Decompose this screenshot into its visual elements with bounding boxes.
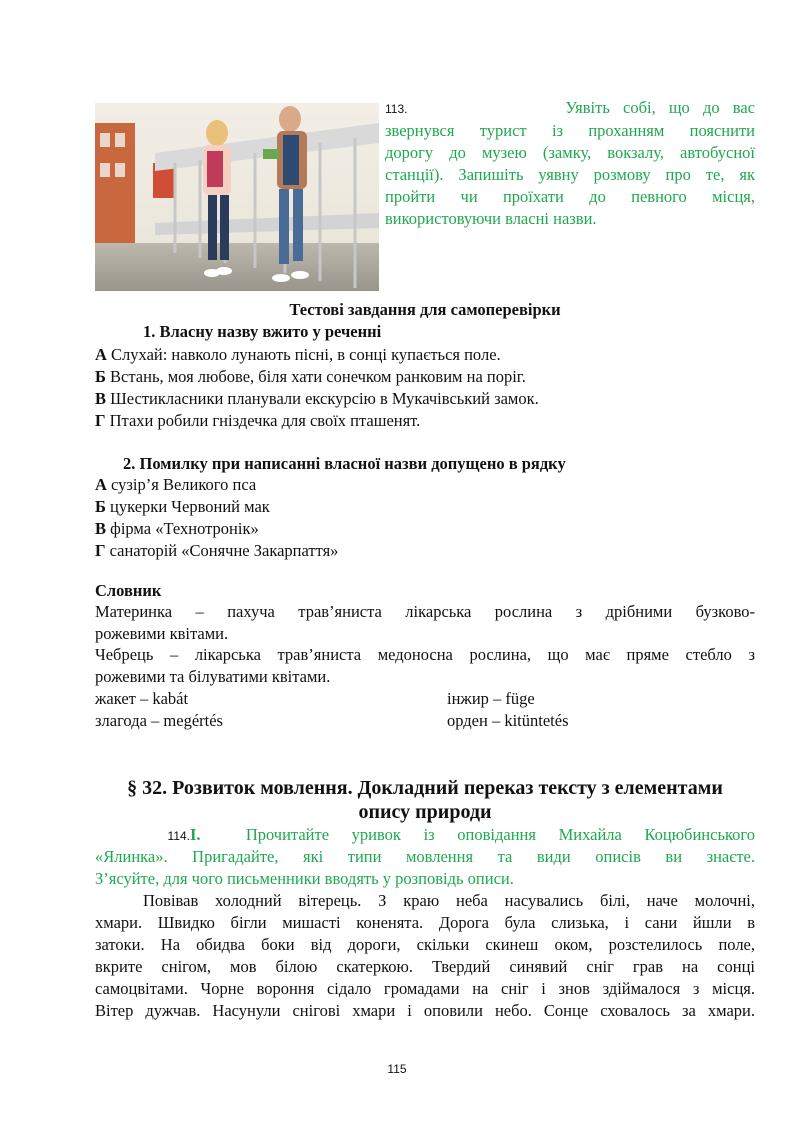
question-1-title: 1. Власну назву вжито у реченні (143, 322, 382, 341)
tests-title: Тестові завдання для самоперевірки (289, 300, 561, 319)
question-1-option-c: В Шестикласники планували екскурсію в Мукачівський замок. (95, 389, 539, 408)
task-113-text: дорогу до музею (замку, вокзалу, автобусної (385, 143, 755, 162)
task-114-number: 114. (167, 829, 190, 843)
glossary-pair-left: злагода – megértés (95, 711, 223, 730)
task-114-text: «Ялинка». Пригадайте, які типи мовлення та види описів ви знаєте. (95, 847, 755, 866)
glossary-entry: рожевими квітами. (95, 624, 229, 643)
passage-line: хмари. Швидко бігли мишасті коненята. Дорога була слизька, і сани йшли в (95, 913, 755, 932)
glossary-entry: рожевими та білуватими квітами. (95, 667, 331, 686)
question-2-option-b: Б цукерки Червоний мак (95, 497, 270, 516)
glossary-entry: Чебрець – лікарська трав’яниста медоносна рослина, що має пряме стебло з (95, 645, 755, 664)
task-113-text: Уявіть собі, що до вас (565, 98, 755, 117)
task-113-number: 113. (385, 102, 408, 116)
glossary-pair-left: жакет – kabát (95, 689, 189, 708)
question-1-option-d: Г Птахи робили гніздечка для своїх пташенят. (95, 411, 421, 430)
task-114-line: 114.I. Прочитайте уривок із оповідання Михайла Коцюбинського (167, 825, 756, 844)
passage-line: затоки. На обидва боки від дороги, скільки скинеш оком, розстелилось поле, (95, 935, 755, 954)
students-photo (95, 103, 379, 291)
page-number: 115 (387, 1062, 407, 1076)
glossary-pair-right: інжир – füge (447, 689, 535, 708)
passage-line: самоцвітами. Чорне вороння сідало громадами на сніг і знов здіймалося з місця. (95, 979, 755, 998)
passage-line: Вітер дужчав. Насунули снігові хмари і оповили небо. Сонце сховалось за хмари. (95, 1001, 755, 1020)
glossary-title: Словник (95, 581, 162, 600)
section-title: § 32. Розвиток мовлення. Докладний переказ тексту з елементами опису природи (127, 777, 723, 823)
question-1-option-a: А Слухай: навколо лунають пісні, в сонці купається поле. (95, 345, 501, 364)
task-113-text: станції). Запишіть уявну розмову про те, як (385, 165, 755, 184)
glossary-pair-right: орден – kitüntetés (447, 711, 569, 730)
task-113-text: звернувся турист із проханням пояснити (385, 121, 755, 140)
glossary-entry: Материнка – пахуча трав’яниста лікарська рослина з дрібними бузково- (95, 602, 755, 621)
task-113-text: використовуючи власні назви. (385, 209, 597, 228)
question-2-title: 2. Помилку при написанні власної назви допущено в рядку (123, 454, 566, 473)
passage-line: Повівав холодний вітерець. З краю неба насувались білі, наче молочні, (143, 891, 755, 910)
task-114-text: З’ясуйте, для чого письменники вводять у розповідь описи. (95, 869, 514, 888)
question-2-option-d: Г санаторій «Сонячне Закарпаття» (95, 541, 339, 560)
task-113 (385, 97, 755, 230)
task-113-first-line (385, 97, 755, 120)
passage-line: вкрите снігом, мов білою скатеркою. Твердий синявий сніг грав на сонці (95, 957, 755, 976)
question-1-option-b: Б Встань, моя любове, біля хати сонечком ранковим на поріг. (95, 367, 526, 386)
question-2-option-c: В фірма «Технотронік» (95, 519, 259, 538)
task-113-text: пройти чи проїхати до певного місця, (385, 187, 755, 206)
question-2-option-a: А сузір’я Великого пса (95, 475, 257, 494)
